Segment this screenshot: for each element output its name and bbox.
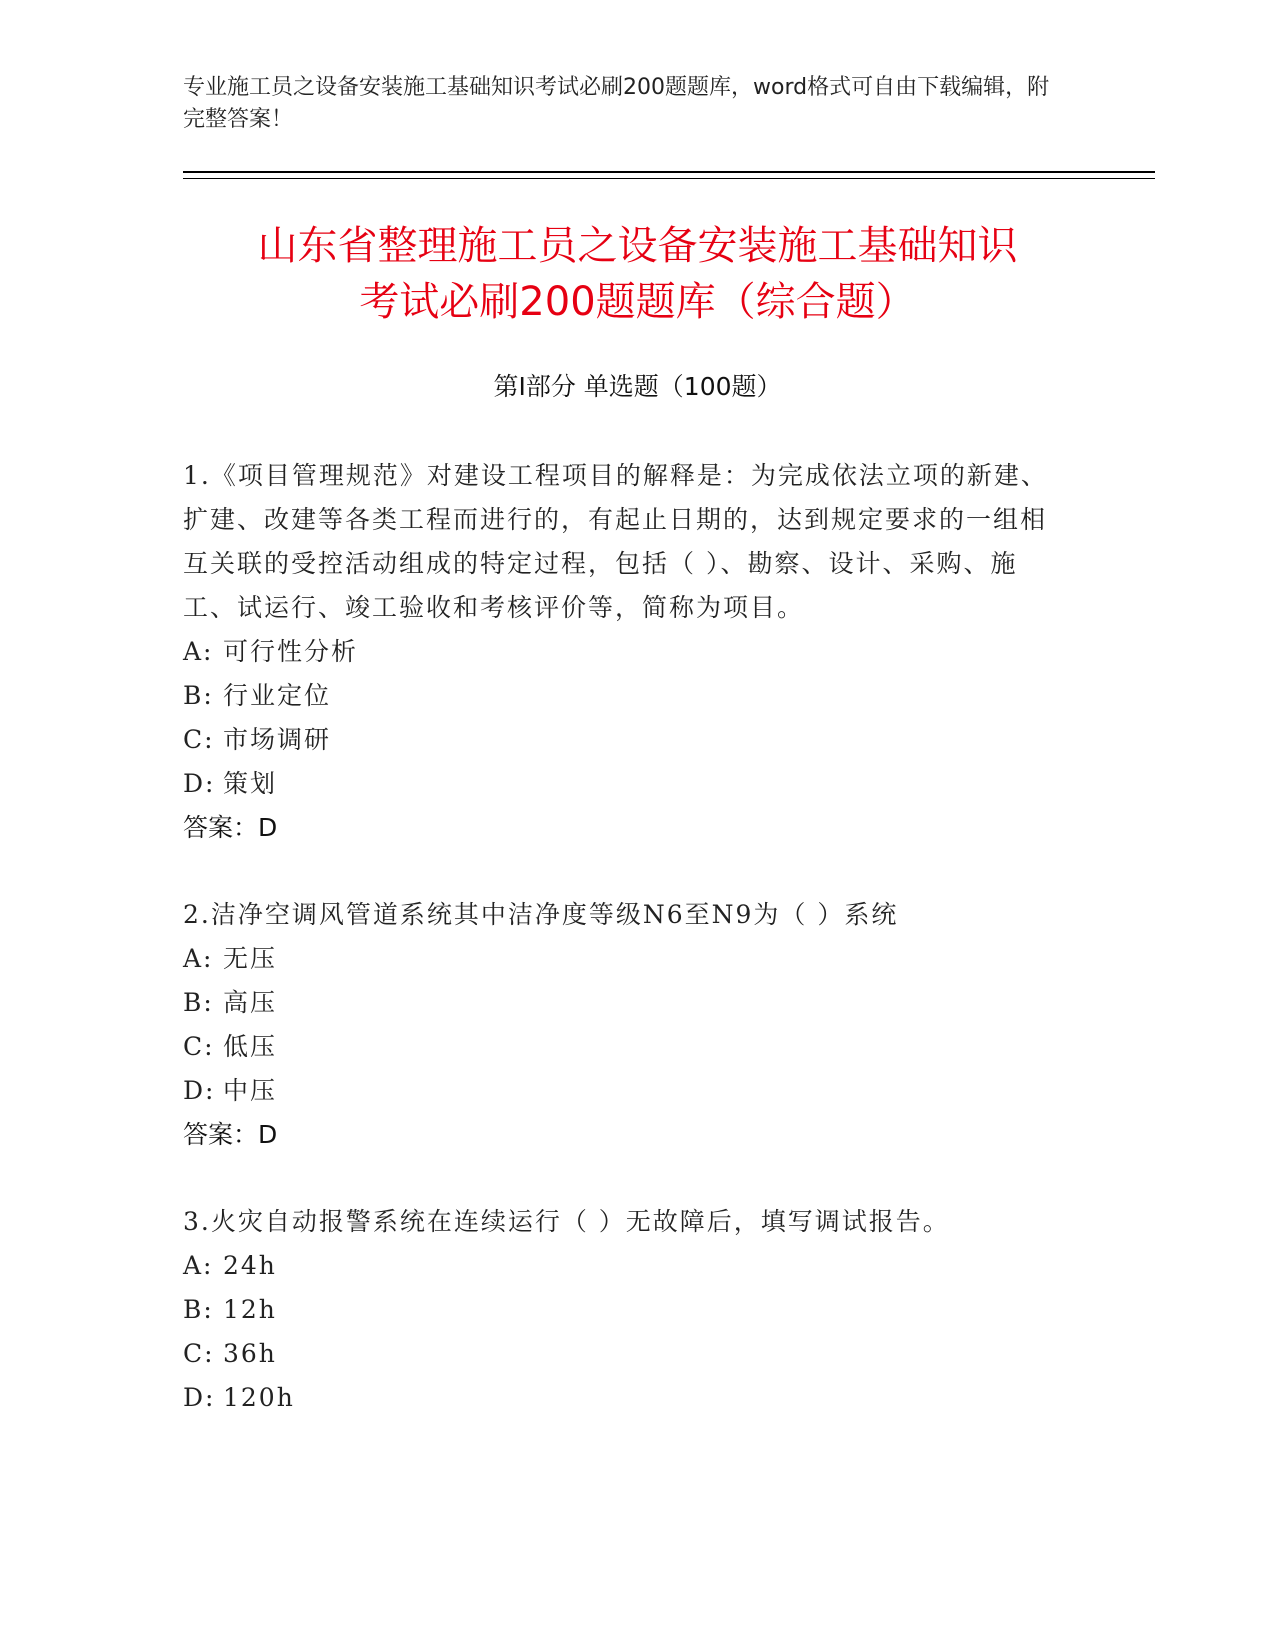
header-rule-thick xyxy=(183,171,1155,173)
question-stem: 1.《项目管理规范》对建设工程项目的解释是：为完成依法立项的新建、扩建、改建等各类工程而进行的，有起止日期的，达到规定要求的一组相互关联的受控活动组成的特定过程，包括（ ）、勘察、设计、采购、施工、试运行、竣工验收和考核评价等，简称为项目。 xyxy=(183,461,1048,622)
option-key: A: xyxy=(183,637,214,666)
question-list xyxy=(183,454,1063,1463)
question-2 xyxy=(183,893,1063,1157)
question-1 xyxy=(183,454,1063,850)
option-key: B: xyxy=(183,1295,214,1324)
option-d xyxy=(183,1376,1063,1420)
title-line-1: 山东省整理施工员之设备安装施工基础知识 xyxy=(257,223,1018,269)
option-a xyxy=(183,630,1063,674)
option-key: D: xyxy=(183,1076,216,1105)
section-title: 第Ⅰ部分 单选题（100题） xyxy=(493,372,782,401)
option-text: 低压 xyxy=(223,1032,278,1061)
option-text: 120h xyxy=(223,1383,295,1412)
option-key: A: xyxy=(183,1251,214,1280)
option-text: 无压 xyxy=(223,944,278,973)
option-b xyxy=(183,981,1063,1025)
option-d xyxy=(183,762,1063,806)
option-key: B: xyxy=(183,681,214,710)
answer-line: 答案：D xyxy=(183,1120,278,1149)
option-a xyxy=(183,937,1063,981)
option-key: C: xyxy=(183,1339,215,1368)
option-text: 36h xyxy=(223,1339,277,1368)
option-b xyxy=(183,674,1063,718)
option-text: 市场调研 xyxy=(223,725,332,754)
option-key: C: xyxy=(183,725,215,754)
title-line-2: 考试必刷200题题库（综合题） xyxy=(359,279,916,325)
answer-line: 答案：D xyxy=(183,813,278,842)
option-text: 12h xyxy=(223,1295,277,1324)
option-c xyxy=(183,1332,1063,1376)
option-key: B: xyxy=(183,988,214,1017)
question-3 xyxy=(183,1200,1063,1420)
option-key: D: xyxy=(183,769,216,798)
question-stem: 3.火灾自动报警系统在连续运行（ ）无故障后，填写调试报告。 xyxy=(183,1207,950,1236)
option-c xyxy=(183,1025,1063,1069)
header-note: 专业施工员之设备安装施工基础知识考试必刷200题题库，word格式可自由下载编辑，附完整答案！ xyxy=(183,75,1050,132)
option-text: 策划 xyxy=(223,769,278,798)
option-c xyxy=(183,718,1063,762)
option-text: 行业定位 xyxy=(223,681,332,710)
question-stem: 2.洁净空调风管道系统其中洁净度等级N6至N9为（ ）系统 xyxy=(183,900,899,929)
option-text: 中压 xyxy=(223,1076,278,1105)
header-rule-thin xyxy=(183,178,1155,179)
option-b xyxy=(183,1288,1063,1332)
option-key: C: xyxy=(183,1032,215,1061)
option-d xyxy=(183,1069,1063,1113)
option-text: 高压 xyxy=(223,988,278,1017)
option-text: 24h xyxy=(223,1251,277,1280)
option-text: 可行性分析 xyxy=(223,637,359,666)
option-a xyxy=(183,1244,1063,1288)
option-key: A: xyxy=(183,944,214,973)
document-title xyxy=(110,218,1165,330)
option-key: D: xyxy=(183,1383,216,1412)
